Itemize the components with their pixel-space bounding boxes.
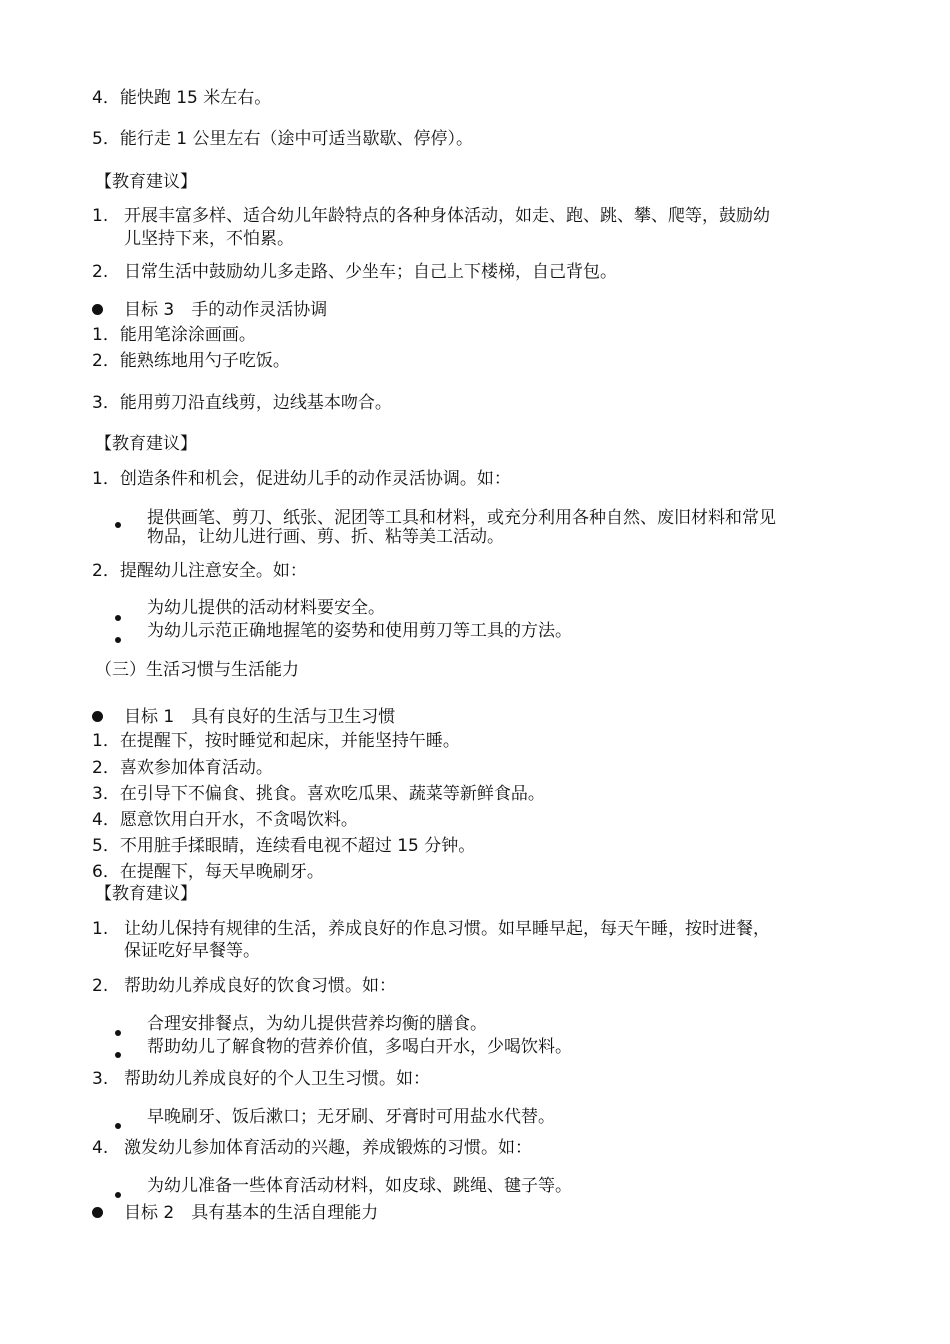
section-heading: 【教育建议】 bbox=[95, 172, 197, 192]
text-line: 4．愿意饮用白开水，不贪喝饮料。 bbox=[92, 810, 358, 830]
list-number: 2. bbox=[92, 976, 109, 996]
text-line: 4．能快跑 15 米左右。 bbox=[92, 88, 272, 108]
list-number: 3. bbox=[92, 1069, 109, 1089]
section-heading: 【教育建议】 bbox=[95, 434, 197, 454]
bullet-icon bbox=[92, 304, 103, 315]
text-line: 2．喜欢参加体育活动。 bbox=[92, 758, 273, 778]
text-line: 5．能行走 1 公里左右（途中可适当歇歇、停停）。 bbox=[92, 129, 473, 149]
text-line: 帮助幼儿养成良好的饮食习惯。如： bbox=[124, 976, 396, 996]
bullet-icon bbox=[115, 1030, 121, 1036]
text-line: 3．在引导下不偏食、挑食。喜欢吃瓜果、蔬菜等新鲜食品。 bbox=[92, 784, 545, 804]
text-line: 开展丰富多样、适合幼儿年龄特点的各种身体活动，如走、跑、跳、攀、爬等，鼓励幼 bbox=[124, 206, 770, 226]
text-line: 2．提醒幼儿注意安全。如： bbox=[92, 561, 307, 581]
text-line: 提供画笔、剪刀、纸张、泥团等工具和材料，或充分利用各种自然、废旧材料和常见 bbox=[147, 508, 776, 528]
text-line: 3．能用剪刀沿直线剪，边线基本吻合。 bbox=[92, 393, 392, 413]
goal-heading: 目标 2 具有基本的生活自理能力 bbox=[124, 1203, 379, 1223]
section-heading: 【教育建议】 bbox=[95, 884, 197, 904]
goal-heading: 目标 1 具有良好的生活与卫生习惯 bbox=[124, 707, 396, 727]
list-number: 4. bbox=[92, 1138, 109, 1158]
bullet-icon bbox=[115, 1052, 121, 1058]
text-line: 帮助幼儿养成良好的个人卫生习惯。如： bbox=[124, 1069, 430, 1089]
text-line: 2．能熟练地用勺子吃饭。 bbox=[92, 351, 290, 371]
bullet-icon bbox=[115, 522, 121, 528]
bullet-icon bbox=[92, 1207, 103, 1218]
text-line: 1．创造条件和机会，促进幼儿手的动作灵活协调。如： bbox=[92, 469, 511, 489]
section-heading: （三）生活习惯与生活能力 bbox=[95, 660, 299, 680]
text-line: 物品，让幼儿进行画、剪、折、粘等美工活动。 bbox=[147, 527, 504, 547]
text-line: 为幼儿准备一些体育活动材料，如皮球、跳绳、毽子等。 bbox=[147, 1176, 572, 1196]
bullet-icon bbox=[115, 637, 121, 643]
list-number: 1. bbox=[92, 919, 109, 939]
text-line: 合理安排餐点，为幼儿提供营养均衡的膳食。 bbox=[147, 1014, 487, 1034]
text-line: 日常生活中鼓励幼儿多走路、少坐车；自己上下楼梯，自己背包。 bbox=[124, 262, 617, 282]
text-line: 保证吃好早餐等。 bbox=[124, 941, 260, 961]
bullet-icon bbox=[92, 711, 103, 722]
bullet-icon bbox=[115, 1192, 121, 1198]
bullet-icon bbox=[115, 1123, 121, 1129]
text-line: 帮助幼儿了解食物的营养价值，多喝白开水，少喝饮料。 bbox=[147, 1037, 572, 1057]
text-line: 1．能用笔涂涂画画。 bbox=[92, 325, 256, 345]
bullet-icon bbox=[115, 615, 121, 621]
text-line: 6．在提醒下，每天早晚刷牙。 bbox=[92, 862, 324, 882]
text-line: 为幼儿提供的活动材料要安全。 bbox=[147, 598, 385, 618]
list-number: 2. bbox=[92, 262, 109, 282]
text-line: 早晚刷牙、饭后漱口；无牙刷、牙膏时可用盐水代替。 bbox=[147, 1107, 555, 1127]
text-line: 为幼儿示范正确地握笔的姿势和使用剪刀等工具的方法。 bbox=[147, 621, 572, 641]
goal-heading: 目标 3 手的动作灵活协调 bbox=[124, 300, 328, 320]
list-number: 1. bbox=[92, 206, 109, 226]
text-line: 儿坚持下来，不怕累。 bbox=[124, 229, 294, 249]
text-line: 5．不用脏手揉眼睛，连续看电视不超过 15 分钟。 bbox=[92, 836, 476, 856]
text-line: 1．在提醒下，按时睡觉和起床，并能坚持午睡。 bbox=[92, 731, 460, 751]
text-line: 让幼儿保持有规律的生活，养成良好的作息习惯。如早睡早起，每天午睡，按时进餐， bbox=[124, 919, 770, 939]
text-line: 激发幼儿参加体育活动的兴趣，养成锻炼的习惯。如： bbox=[124, 1138, 532, 1158]
